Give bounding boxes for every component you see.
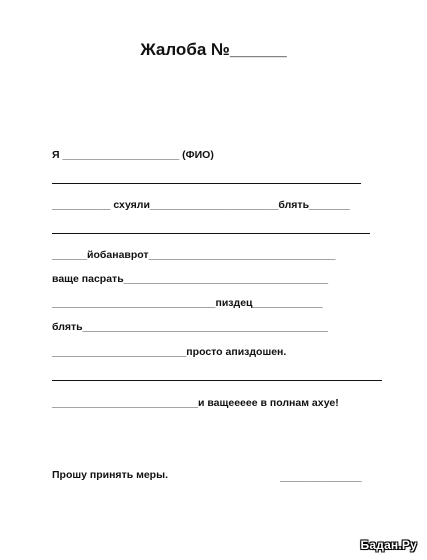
- form-line-2-rule: [52, 183, 361, 184]
- page-title: Жалоба №______: [140, 40, 287, 59]
- form-line-11: _________________________и ващеееее в полнам ахуе!: [52, 397, 339, 409]
- site-watermark: Бадан.Ру: [360, 538, 417, 552]
- signature-line: ______________: [280, 471, 362, 483]
- form-line-9: _______________________просто апиздошен.: [52, 346, 287, 358]
- form-line-3: __________ схуяли______________________блять_______: [52, 199, 350, 211]
- request-text: Прошу принять меры.: [52, 469, 168, 481]
- form-line-4-rule: [52, 233, 370, 234]
- form-line-7: ____________________________пиздец____________: [52, 297, 323, 309]
- form-line-5: ______йобанаврот________________________________: [52, 249, 336, 261]
- form-line-1: Я ____________________ (ФИО): [52, 149, 214, 161]
- form-line-10-rule: [52, 380, 382, 381]
- form-line-6: ваще пасрать___________________________________: [52, 273, 329, 285]
- form-line-8: блять__________________________________________: [52, 321, 328, 333]
